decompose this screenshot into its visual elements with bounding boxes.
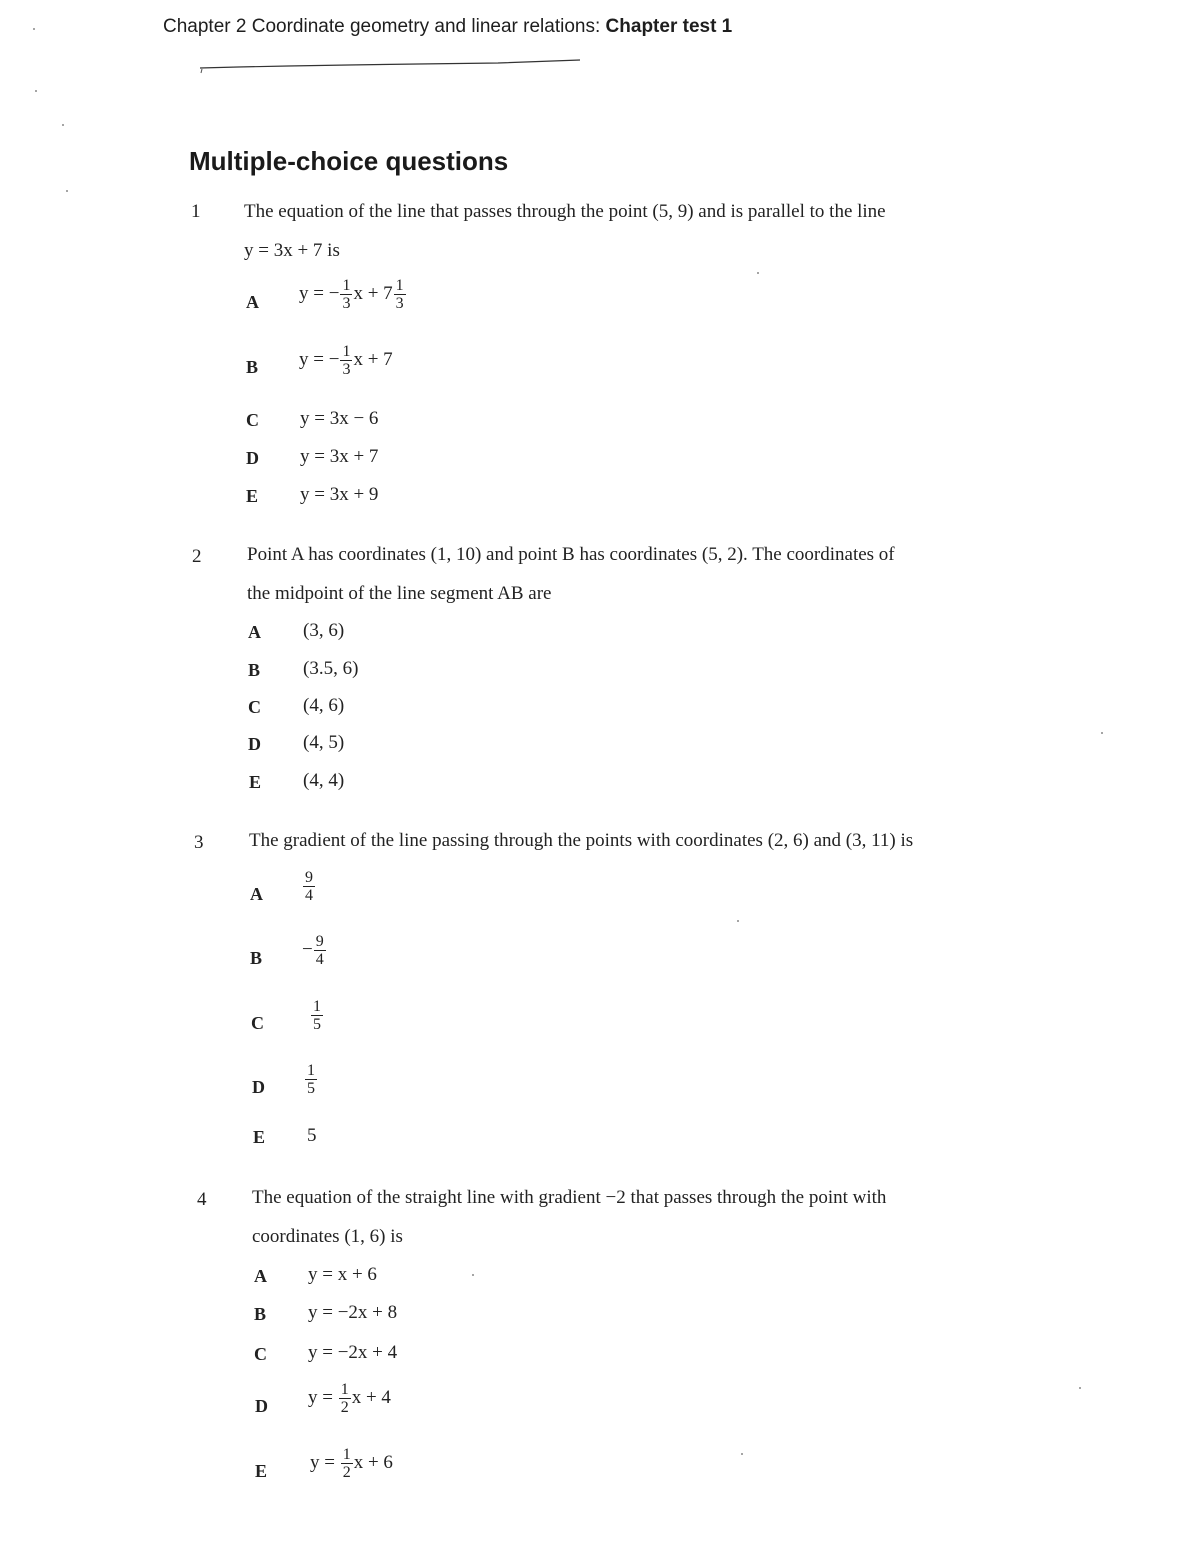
option-answer: (4, 6) xyxy=(303,695,345,716)
question-number: 1 xyxy=(191,201,201,222)
question-line: Point A has coordinates (1, 10) and point B has coordinates (5, 2). The coordinates of xyxy=(247,544,895,565)
option-letter: D xyxy=(252,1077,265,1097)
chapter-label: Chapter 2 Coordinate geometry and linear relations: xyxy=(163,16,601,37)
answer-prefix: − xyxy=(302,938,313,960)
option-letter: A xyxy=(250,884,263,904)
question-text xyxy=(252,1178,886,1256)
fraction xyxy=(339,1381,351,1416)
denominator: 5 xyxy=(313,1016,321,1033)
option-answer: (4, 5) xyxy=(303,732,345,753)
option-answer xyxy=(308,1381,391,1416)
option-answer: (3.5, 6) xyxy=(303,658,359,679)
option-answer: 5 xyxy=(307,1125,317,1146)
numerator: 1 xyxy=(342,343,351,360)
section-title: Multiple-choice questions xyxy=(189,146,509,176)
option-letter: E xyxy=(253,1127,266,1147)
fraction xyxy=(314,933,326,968)
answer-prefix: y = xyxy=(310,1451,340,1473)
denominator: 3 xyxy=(395,295,404,312)
option-answer: y = 3x − 6 xyxy=(300,408,379,429)
option-letter: B xyxy=(250,948,263,968)
option-answer: y = −2x + 8 xyxy=(308,1302,398,1323)
option-answer xyxy=(302,869,316,904)
question-line: The equation of the straight line with gradient −2 that passes through the point with xyxy=(252,1187,887,1208)
denominator: 3 xyxy=(342,295,351,312)
fraction xyxy=(394,277,406,312)
question-text xyxy=(244,192,886,270)
option-answer: y = 3x + 7 xyxy=(300,446,379,467)
answer-prefix: y = xyxy=(308,1386,338,1408)
answer-prefix: y = − xyxy=(299,348,340,370)
question-line: The equation of the line that passes through the point (5, 9) and is parallel to the line xyxy=(244,201,886,222)
denominator: 4 xyxy=(305,887,313,904)
numerator: 1 xyxy=(313,998,321,1015)
question-line: The gradient of the line passing through the points with coordinates (2, 6) and (3, 11) is xyxy=(249,830,914,851)
question-line: coordinates (1, 6) is xyxy=(252,1226,403,1247)
option-letter: B xyxy=(254,1304,267,1324)
numerator: 1 xyxy=(395,277,404,294)
fraction xyxy=(305,1062,317,1097)
answer-middle: x + 7 xyxy=(353,282,393,304)
scan-speck xyxy=(35,90,37,92)
scan-speck xyxy=(1079,1387,1081,1389)
fraction xyxy=(303,869,315,904)
option-letter: A xyxy=(254,1266,267,1286)
question-text xyxy=(249,821,913,860)
scan-speck xyxy=(66,190,68,192)
scan-speck xyxy=(33,28,35,30)
option-letter: C xyxy=(246,410,259,430)
answer-prefix: y = − xyxy=(299,282,340,304)
fraction xyxy=(311,998,323,1033)
scan-speck xyxy=(757,272,759,274)
question-number: 3 xyxy=(194,832,204,853)
question-number: 2 xyxy=(192,546,202,567)
header-underline-scribble xyxy=(198,56,582,74)
numerator: 1 xyxy=(342,1446,351,1463)
numerator: 1 xyxy=(307,1062,315,1079)
option-letter: D xyxy=(248,734,261,754)
option-answer xyxy=(310,1446,393,1481)
option-answer xyxy=(310,998,324,1033)
numerator: 9 xyxy=(305,869,313,886)
option-letter: C xyxy=(251,1013,264,1033)
denominator: 2 xyxy=(340,1399,349,1416)
numerator: 9 xyxy=(315,933,324,950)
option-letter: D xyxy=(255,1396,268,1416)
option-answer: y = 3x + 9 xyxy=(300,484,379,505)
option-letter: C xyxy=(248,697,261,717)
denominator: 5 xyxy=(307,1080,315,1097)
option-answer: (4, 4) xyxy=(303,770,345,791)
denominator: 3 xyxy=(342,361,351,378)
scan-speck xyxy=(741,1453,743,1455)
option-letter: E xyxy=(249,772,262,792)
option-letter: E xyxy=(255,1461,268,1481)
option-answer: (3, 6) xyxy=(303,620,345,641)
numerator: 1 xyxy=(342,277,351,294)
scan-speck xyxy=(1101,732,1103,734)
option-letter: C xyxy=(254,1344,267,1364)
answer-suffix: x + 6 xyxy=(353,1451,393,1473)
question-line: y = 3x + 7 is xyxy=(244,240,340,261)
scan-speck xyxy=(737,920,739,922)
scan-speck xyxy=(62,124,64,126)
question-number: 4 xyxy=(197,1189,207,1210)
option-answer xyxy=(299,277,407,312)
fraction xyxy=(341,1446,353,1481)
question-text xyxy=(247,535,895,613)
test-label: Chapter test 1 xyxy=(605,16,733,37)
denominator: 4 xyxy=(315,951,324,968)
page-header xyxy=(163,16,732,38)
option-answer: y = −2x + 4 xyxy=(308,1342,398,1363)
option-letter: D xyxy=(246,448,259,468)
question-line: the midpoint of the line segment AB are xyxy=(247,583,552,604)
denominator: 2 xyxy=(342,1464,351,1481)
option-answer xyxy=(299,343,393,378)
option-answer: y = x + 6 xyxy=(308,1264,377,1285)
answer-suffix: x + 7 xyxy=(353,348,393,370)
option-letter: A xyxy=(248,622,261,642)
answer-suffix: x + 4 xyxy=(351,1386,391,1408)
option-answer xyxy=(304,1062,318,1097)
option-letter: B xyxy=(248,660,261,680)
scan-speck xyxy=(472,1274,474,1276)
option-letter: E xyxy=(246,486,259,506)
fraction xyxy=(340,277,352,312)
option-answer xyxy=(302,933,327,968)
numerator: 1 xyxy=(340,1381,349,1398)
fraction xyxy=(340,343,352,378)
option-letter: A xyxy=(246,292,259,312)
option-letter: B xyxy=(246,357,259,377)
